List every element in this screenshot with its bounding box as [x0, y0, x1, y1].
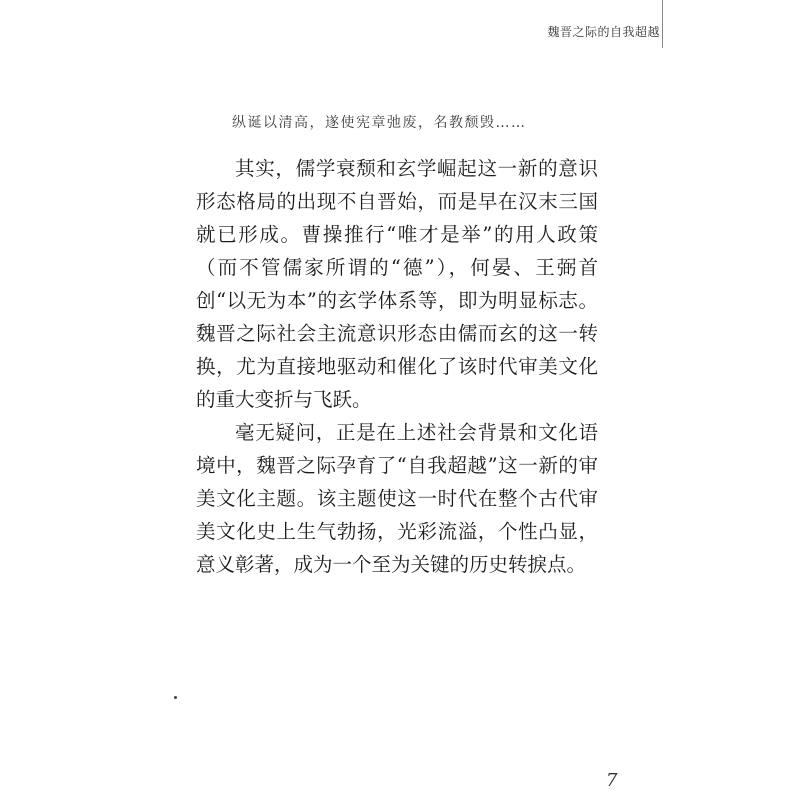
- header-rule: [662, 0, 663, 48]
- page-number: 7: [606, 770, 618, 791]
- ink-speck: [174, 696, 177, 699]
- paragraph-2: 毫无疑问，正是在上述社会背景和文化语境中，魏晋之际孕育了“自我超越”这一新的审美文化主题。该主题使这一时代在整个古代审美文化史上生气勃扬，光彩流溢，个性凸显，意义彰著，成为一个至为关键的历史转捩点。: [196, 421, 598, 576]
- quotation-line: 纵诞以清高，遂使宪章弛废，名教颓毁……: [232, 115, 527, 131]
- paragraph-1: 其实，儒学衰颓和玄学崛起这一新的意识形态格局的出现不自晋始，而是早在汉末三国就已形成。曹操推行“唯才是举”的用人政策（而不管儒家所谓的“德”），何晏、王弼首创“以无为本”的玄学体系等，即为明显标志。魏晋之际社会主流意识形态由儒而玄的这一转换，尤为直接地驱动和催化了该时代审美文化的重大变折与飞跃。: [196, 157, 598, 411]
- body-text: [196, 152, 598, 581]
- running-head: 魏晋之际的自我超越: [547, 25, 660, 39]
